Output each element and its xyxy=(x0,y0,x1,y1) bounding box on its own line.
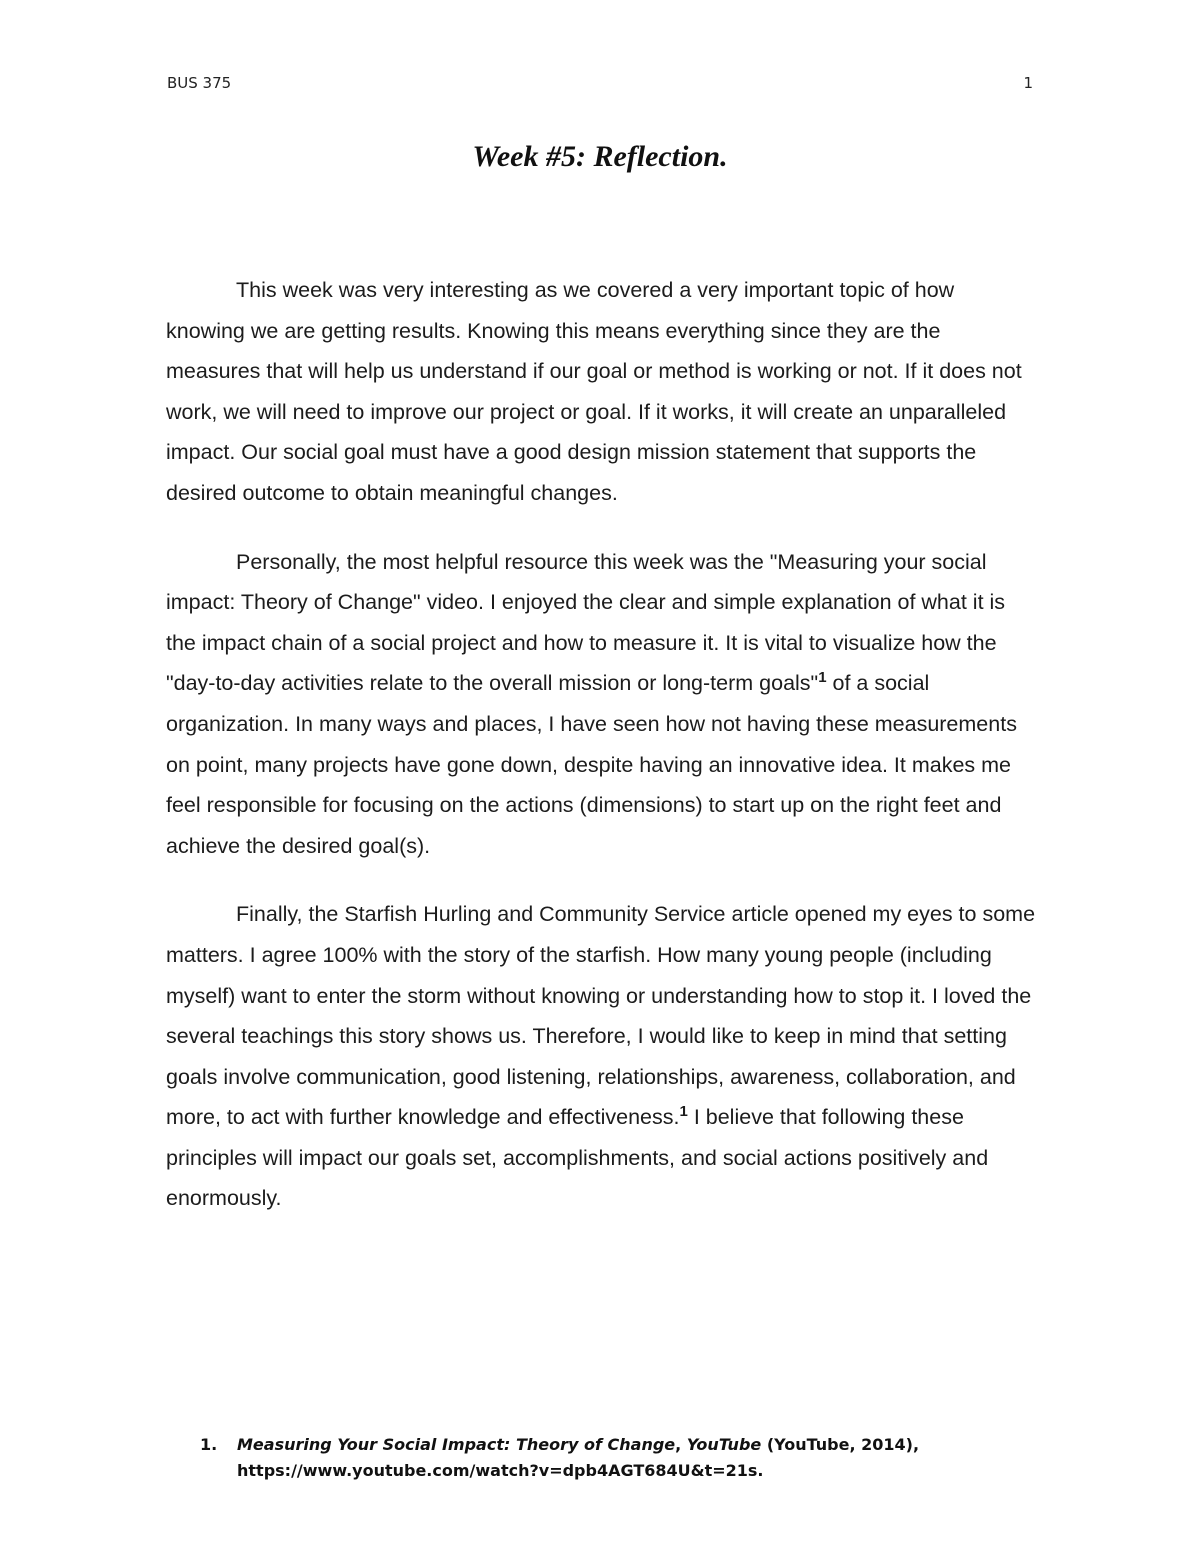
footnote-details[interactable]: (YouTube, 2014), https://www.youtube.com/watch?v=dpb4AGT684U&t=21s. xyxy=(237,1435,920,1480)
page-number: 1 xyxy=(1023,74,1033,92)
footnote xyxy=(200,1432,1060,1484)
page-header xyxy=(167,74,1033,98)
paragraph-3-text-b: I believe that following these principles will impact our goals set, accomplishments, and social actions positively and enormously. xyxy=(166,1105,989,1211)
paragraph-2-text-b: of a social organization. In many ways and places, I have seen how not having these measurements on point, many projects have gone down, despite having an innovative idea. It makes me feel responsible for focusing on the actions (dimensions) to start up on the right feet and achieve the desired goal(s). xyxy=(166,671,1017,858)
paragraph-2-text-a: Personally, the most helpful resource this week was the "Measuring your social impact: Theory of Change" video. I enjoyed the clear and simple explanation of what it is the impact chain of a social project and how to measure it. It is vital to visualize how the "day-to-day activities relate to the overall mission or long-term goals" xyxy=(166,549,1006,696)
footnote-citation xyxy=(237,1432,1060,1484)
paragraph-2 xyxy=(166,542,1038,867)
paragraph-3-text-a: Finally, the Starfish Hurling and Community Service article opened my eyes to some matters. I agree 100% with the story of the starfish. How many young people (including myself) want to enter the storm without knowing or understanding how to stop it. I loved the several teachings this story shows us. Therefore, I would like to keep in mind that setting goals involve communication, good listening, relationships, awareness, collaboration, and more, to act with further knowledge and effectiveness. xyxy=(166,902,1036,1130)
paragraph-1: This week was very interesting as we covered a very important topic of how knowing we are getting results. Knowing this means everything since they are the measures that will help us understand if our goal or method is working or not. If it does not work, we will need to improve our project or goal. If it works, it will create an unparalleled impact. Our social goal must have a good design mission statement that supports the desired outcome to obtain meaningful changes. xyxy=(166,278,1022,505)
footnote-title: Measuring Your Social Impact: Theory of Change xyxy=(237,1435,676,1454)
document-body xyxy=(166,270,1038,1247)
footnote-source: YouTube xyxy=(686,1435,762,1454)
footnote-reference[interactable]: 1 xyxy=(679,1103,688,1121)
footnote-reference[interactable]: 1 xyxy=(818,669,827,687)
paragraph-3 xyxy=(166,894,1038,1219)
footnote-number: 1. xyxy=(200,1435,218,1454)
document-title: Week #5: Reflection. xyxy=(472,140,728,173)
footnote-separator: , xyxy=(675,1435,687,1454)
course-code: BUS 375 xyxy=(167,74,232,92)
